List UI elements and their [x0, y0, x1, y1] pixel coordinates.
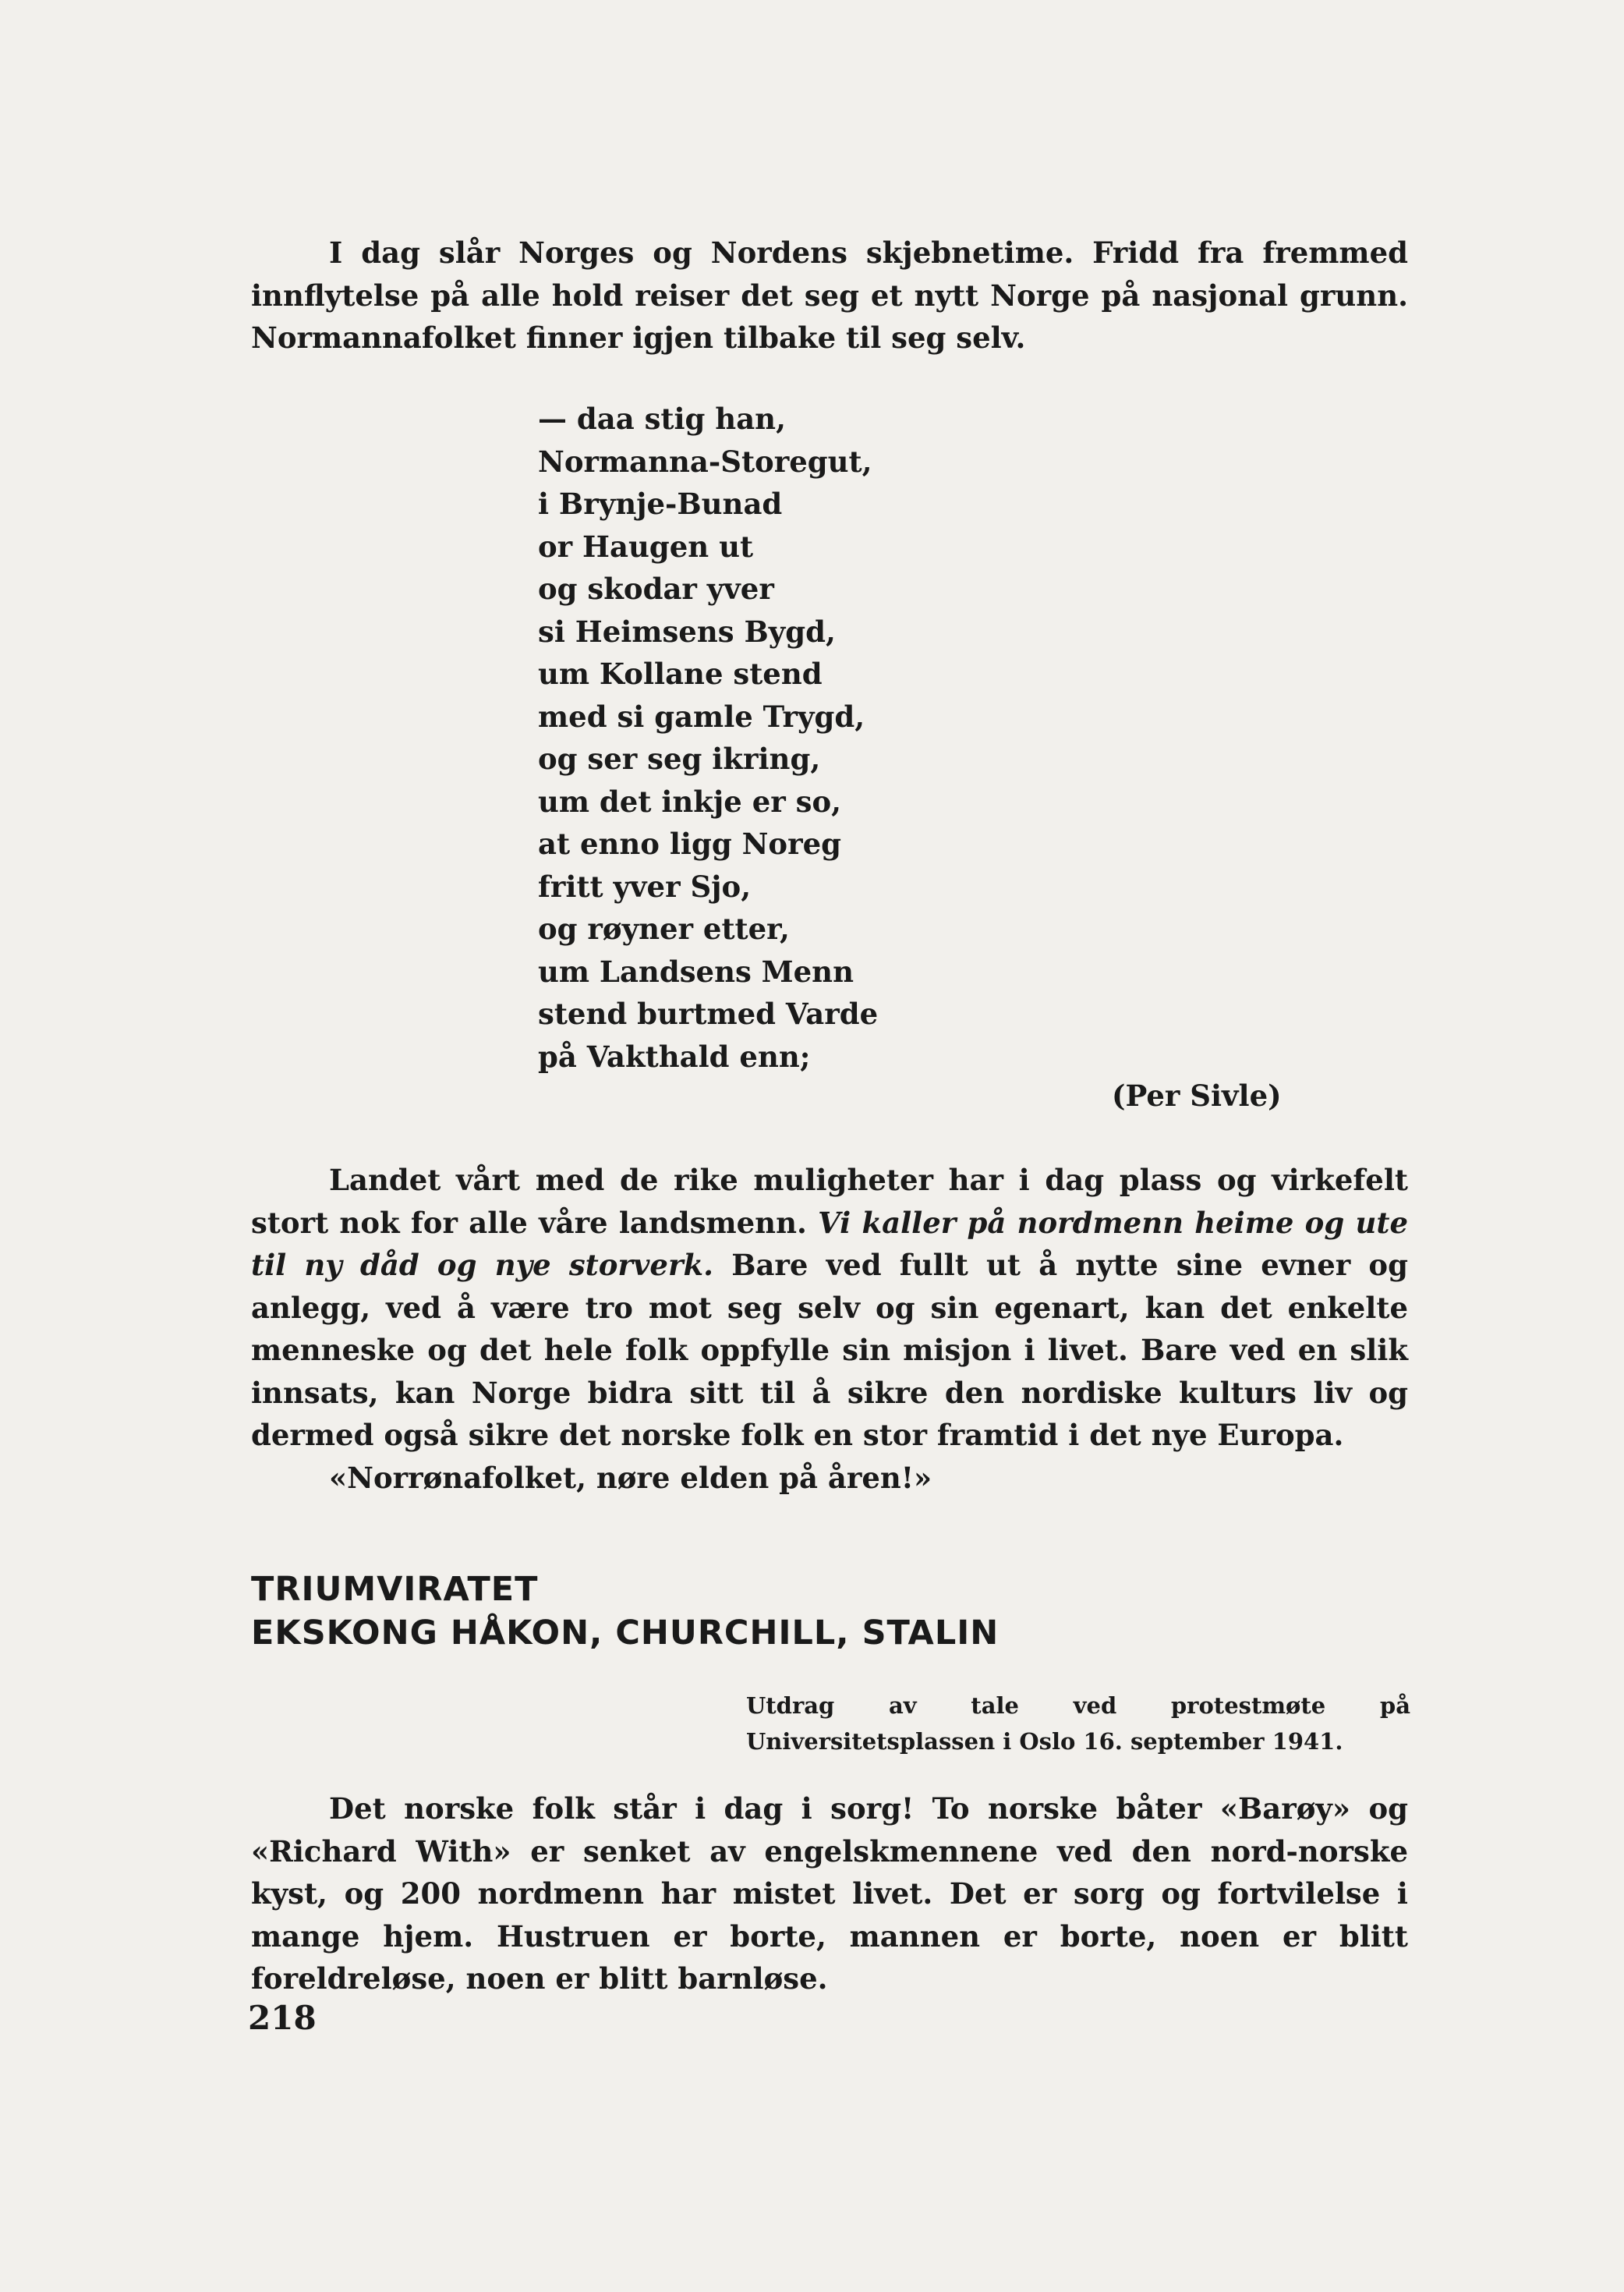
intro-paragraph: I dag slår Norges og Nordens skjebnetime. Fridd fra fremmed innflytelse på alle hold reiser det seg et nytt Norge på nasjonal grunn. Normannafolket finner igjen tilbake til seg selv.	[251, 236, 1408, 355]
speech-source-note: Utdrag av tale ved protestmøte på Universitetsplassen i Oslo 16. september 1941.	[746, 1692, 1410, 1755]
closing-section	[251, 1159, 1408, 1499]
intro-section	[251, 232, 1408, 360]
closing-text-start: Landet vårt med de rike muligheter har i dag plass og virkefelt stort nok for alle våre landsmenn.	[251, 1163, 1408, 1240]
section-heading	[251, 1568, 999, 1655]
section-heading-line2: EKSKONG HÅKON, CHURCHILL, STALIN	[251, 1614, 1000, 1653]
poem-line: Normanna-Storegut,	[538, 444, 872, 479]
poem-line: — daa stig han,	[538, 402, 786, 436]
poem-line: or Haugen ut	[538, 529, 754, 564]
poem-line: med si gamle Trygd,	[538, 699, 865, 734]
closing-quote: «Norrønafolket, nøre elden på åren!»	[329, 1460, 932, 1495]
poem-line: og røyner etter,	[538, 912, 790, 946]
poem-line: fritt yver Sjo,	[538, 869, 752, 904]
poem-line: og skodar yver	[538, 572, 774, 606]
poem-line: um det inkje er so,	[538, 784, 842, 819]
speech-paragraph: Det norske folk står i dag i sorg! To norske båter «Barøy» og «Richard With» er senket av engelskmennene ved den nord-norske kyst, og 200 nordmenn har mistet livet. Det er sorg og fortvilelse i mange hjem. Hustruen er borte, mannen er borte, noen er blitt foreldreløse, noen er blitt barnløse.	[251, 1791, 1408, 1996]
poem-attribution: (Per Sivle)	[1112, 1079, 1282, 1113]
poem-line: og ser seg ikring,	[538, 742, 821, 776]
closing-text-end: Bare ved fullt ut å nytte sine evner og anlegg, ved å være tro mot seg selv og sin egenart, kan det enkelte menneske og det hele folk oppfylle sin misjon i livet. Bare ved en slik innsats, kan Norge bidra sitt til å sikre den nordiske kulturs liv og dermed også sikre det norske folk en stor framtid i det nye Europa.	[251, 1248, 1408, 1452]
page-number: 218	[248, 1999, 317, 2037]
poem-line: stend burtmed Varde	[538, 997, 879, 1031]
poem-line: um Kollane stend	[538, 657, 823, 691]
closing-italic-text: Vi kaller på nordmenn heime og ute til ny dåd og nye storverk.	[251, 1205, 1408, 1282]
poem-line: på Vakthald enn;	[538, 1039, 811, 1074]
poem-line: at enno ligg Noreg	[538, 827, 841, 861]
poem-line: um Landsens Menn	[538, 954, 854, 989]
speech-section	[251, 1787, 1408, 2000]
poem-line: si Heimsens Bygd,	[538, 614, 836, 649]
poem	[538, 398, 878, 1078]
closing-paragraph	[251, 1159, 1408, 1457]
section-heading-line1: TRIUMVIRATET	[251, 1570, 539, 1609]
poem-line: i Brynje-Bunad	[538, 487, 783, 521]
